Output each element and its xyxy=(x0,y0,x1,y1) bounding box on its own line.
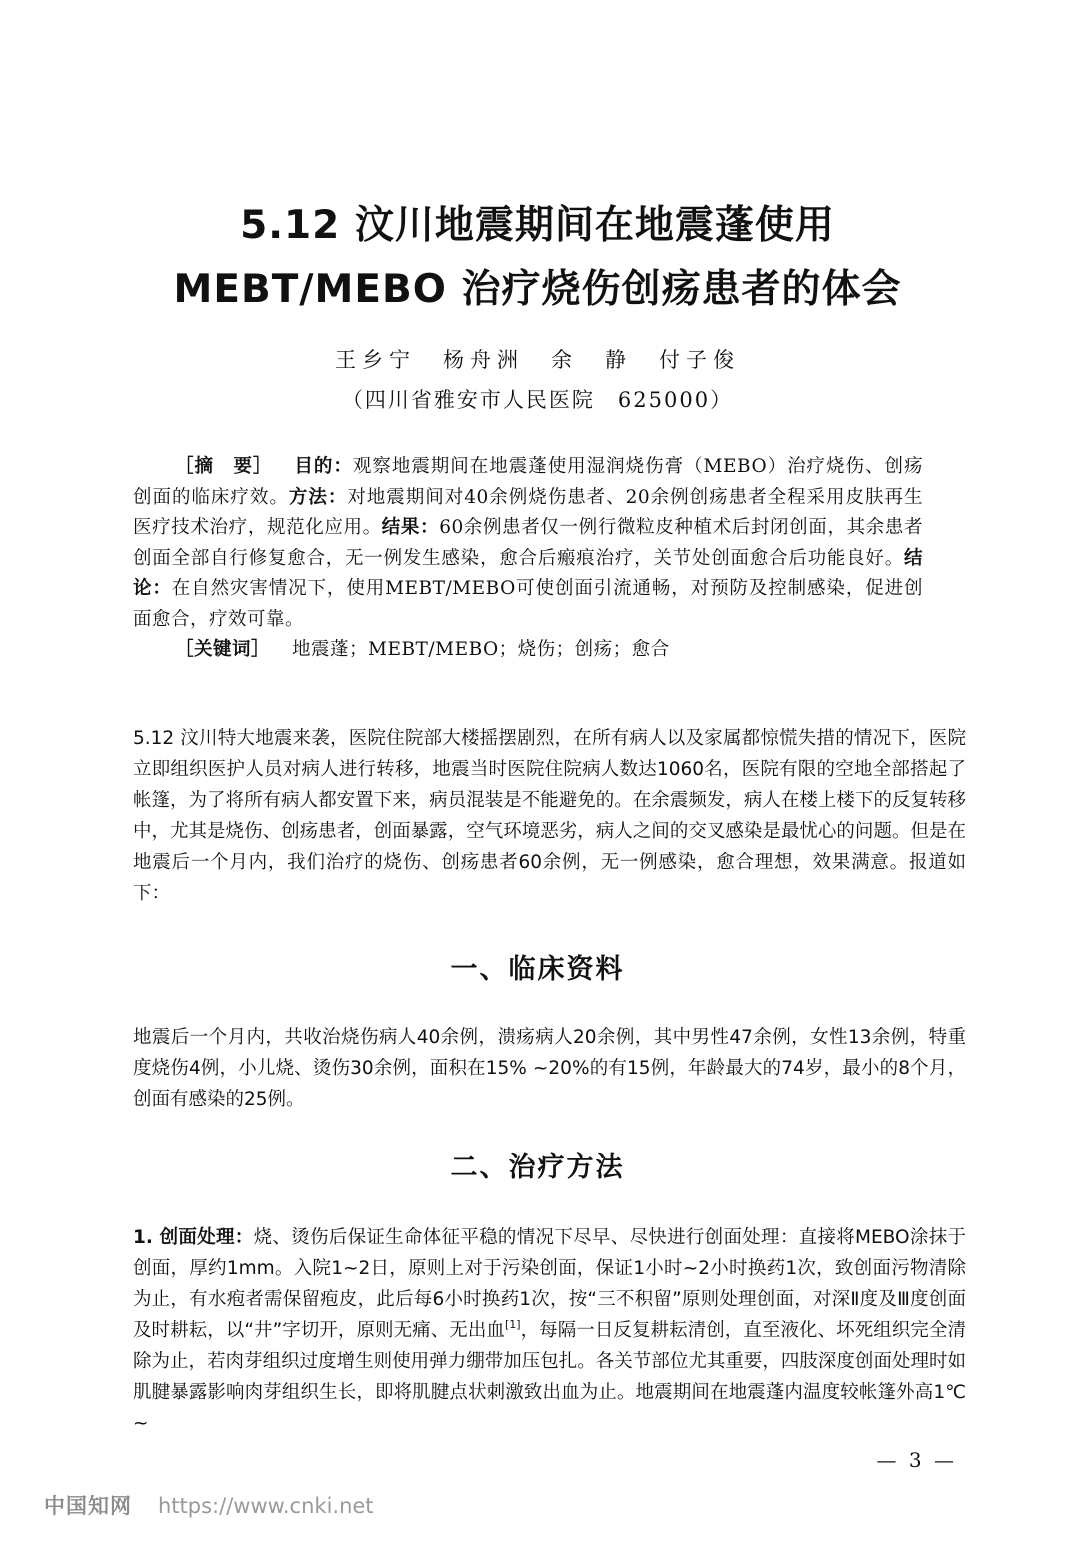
title-line-2: MEBT/MEBO 治疗烧伤创疡患者的体会 xyxy=(173,267,902,312)
intro-paragraph: 5.12 汶川特大地震来袭，医院住院部大楼摇摆剧烈，在所有病人以及家属都惊慌失措的情况下，医院立即组织医护人员对病人进行转移，地震当时医院住院病人数达1060名，医院有限的空地全部搭起了帐篷，为了将所有病人都安置下来，病员混装是不能避免的。在余震频发，病人在楼上楼下的反复转移中，尤其是烧伤、创疡患者，创面暴露，空气环境恶劣，病人之间的交叉感染是最忧心的问题。但是在地震后一个月内，我们治疗的烧伤、创疡患者60余例，无一例感染，愈合理想，效果满意。报道如下： xyxy=(133,728,966,904)
result-text: 60余例患者仅一例行微粒皮种植术后封闭创面，其余患者创面全部自行修复愈合，无一例发生感染，愈合后瘢痕治疗，关节处创面愈合后功能良好。 xyxy=(133,517,923,569)
abstract xyxy=(133,452,923,666)
section-2-text-part-2: ，每隔一日反复耕耘清创，直至液化、坏死组织完全清除为止，若肉芽组织过度增生则使用弹力绷带加压包扎。各关节部位尤其重要，四肢深度创面处理时如肌腱暴露影响肉芽组织生长，即将肌腱点状刺激致出血为止。地震期间在地震蓬内温度较帐篷外高1℃ ~ xyxy=(133,1320,966,1434)
item-label: 1. 创面处理： xyxy=(133,1227,254,1248)
cnki-logo: 中国知网 xyxy=(44,1494,132,1518)
keywords-label: ［关键词］ xyxy=(175,639,271,660)
abstract-label: ［摘 要］ xyxy=(175,456,273,477)
author-list: 王乡宁 杨舟洲 余 静 付子俊 xyxy=(335,348,740,372)
affiliation: （四川省雅安市人民医院 625000） xyxy=(341,388,734,412)
introduction xyxy=(133,723,966,909)
method-text: 对地震期间对40余例烧伤患者、20余例创疡患者全程采用皮肤再生医疗技术治疗，规范化应用。 xyxy=(133,486,923,538)
citation-ref[interactable]: [1] xyxy=(504,1318,521,1331)
conclusion-label: 结论： xyxy=(133,547,923,599)
purpose-text: 观察地震期间在地震蓬使用湿润烧伤膏（MEBO）治疗烧伤、创疡创面的临床疗效。 xyxy=(133,456,923,508)
section-2-text-part-1: 烧、烫伤后保证生命体征平稳的情况下尽早、尽快进行创面处理：直接将MEBO涂抹于创面，厚约1mm。入院1~2日，原则上对于污染创面，保证1小时~2小时换药1次，致创面污物清除为止，有水疱者需保留疱皮，此后每6小时换药1次，按“三不积留”原则处理创面，对深Ⅱ度及Ⅲ度创面及时耕耘，以“井”字切开，原则无痛、无出血 xyxy=(133,1227,966,1341)
section-heading-2: 二、治疗方法 xyxy=(450,1152,625,1183)
watermark-url[interactable]: https://www.cnki.net xyxy=(158,1494,374,1518)
keywords-text: 地震蓬；MEBT/MEBO；烧伤；创疡；愈合 xyxy=(292,639,670,660)
conclusion-text: 在自然灾害情况下，使用MEBT/MEBO可使创面引流通畅，对预防及控制感染，促进创面愈合，疗效可靠。 xyxy=(133,578,923,630)
abstract-paragraph xyxy=(133,452,923,635)
section-1-paragraph: 地震后一个月内，共收治烧伤病人40余例，溃疡病人20余例，其中男性47余例，女性13余例，特重度烧伤4例，小儿烧、烫伤30余例，面积在15% ~20%的有15例，年龄最大的74岁，最小的8个月，创面有感染的25例。 xyxy=(133,1027,966,1110)
page-number: — 3 — xyxy=(876,1448,957,1472)
keywords-paragraph xyxy=(133,635,923,666)
purpose-label: 目的： xyxy=(294,456,353,477)
method-label: 方法： xyxy=(288,486,348,508)
result-label: 结果： xyxy=(381,517,440,538)
section-1-body xyxy=(133,1022,966,1115)
section-2-paragraph xyxy=(133,1222,966,1439)
section-2-body xyxy=(133,1222,966,1439)
paper-title xyxy=(95,194,980,322)
source-watermark xyxy=(44,1490,374,1520)
section-heading-1: 一、临床资料 xyxy=(450,954,625,985)
title-line-1: 5.12 汶川地震期间在地震蓬使用 xyxy=(240,203,835,248)
